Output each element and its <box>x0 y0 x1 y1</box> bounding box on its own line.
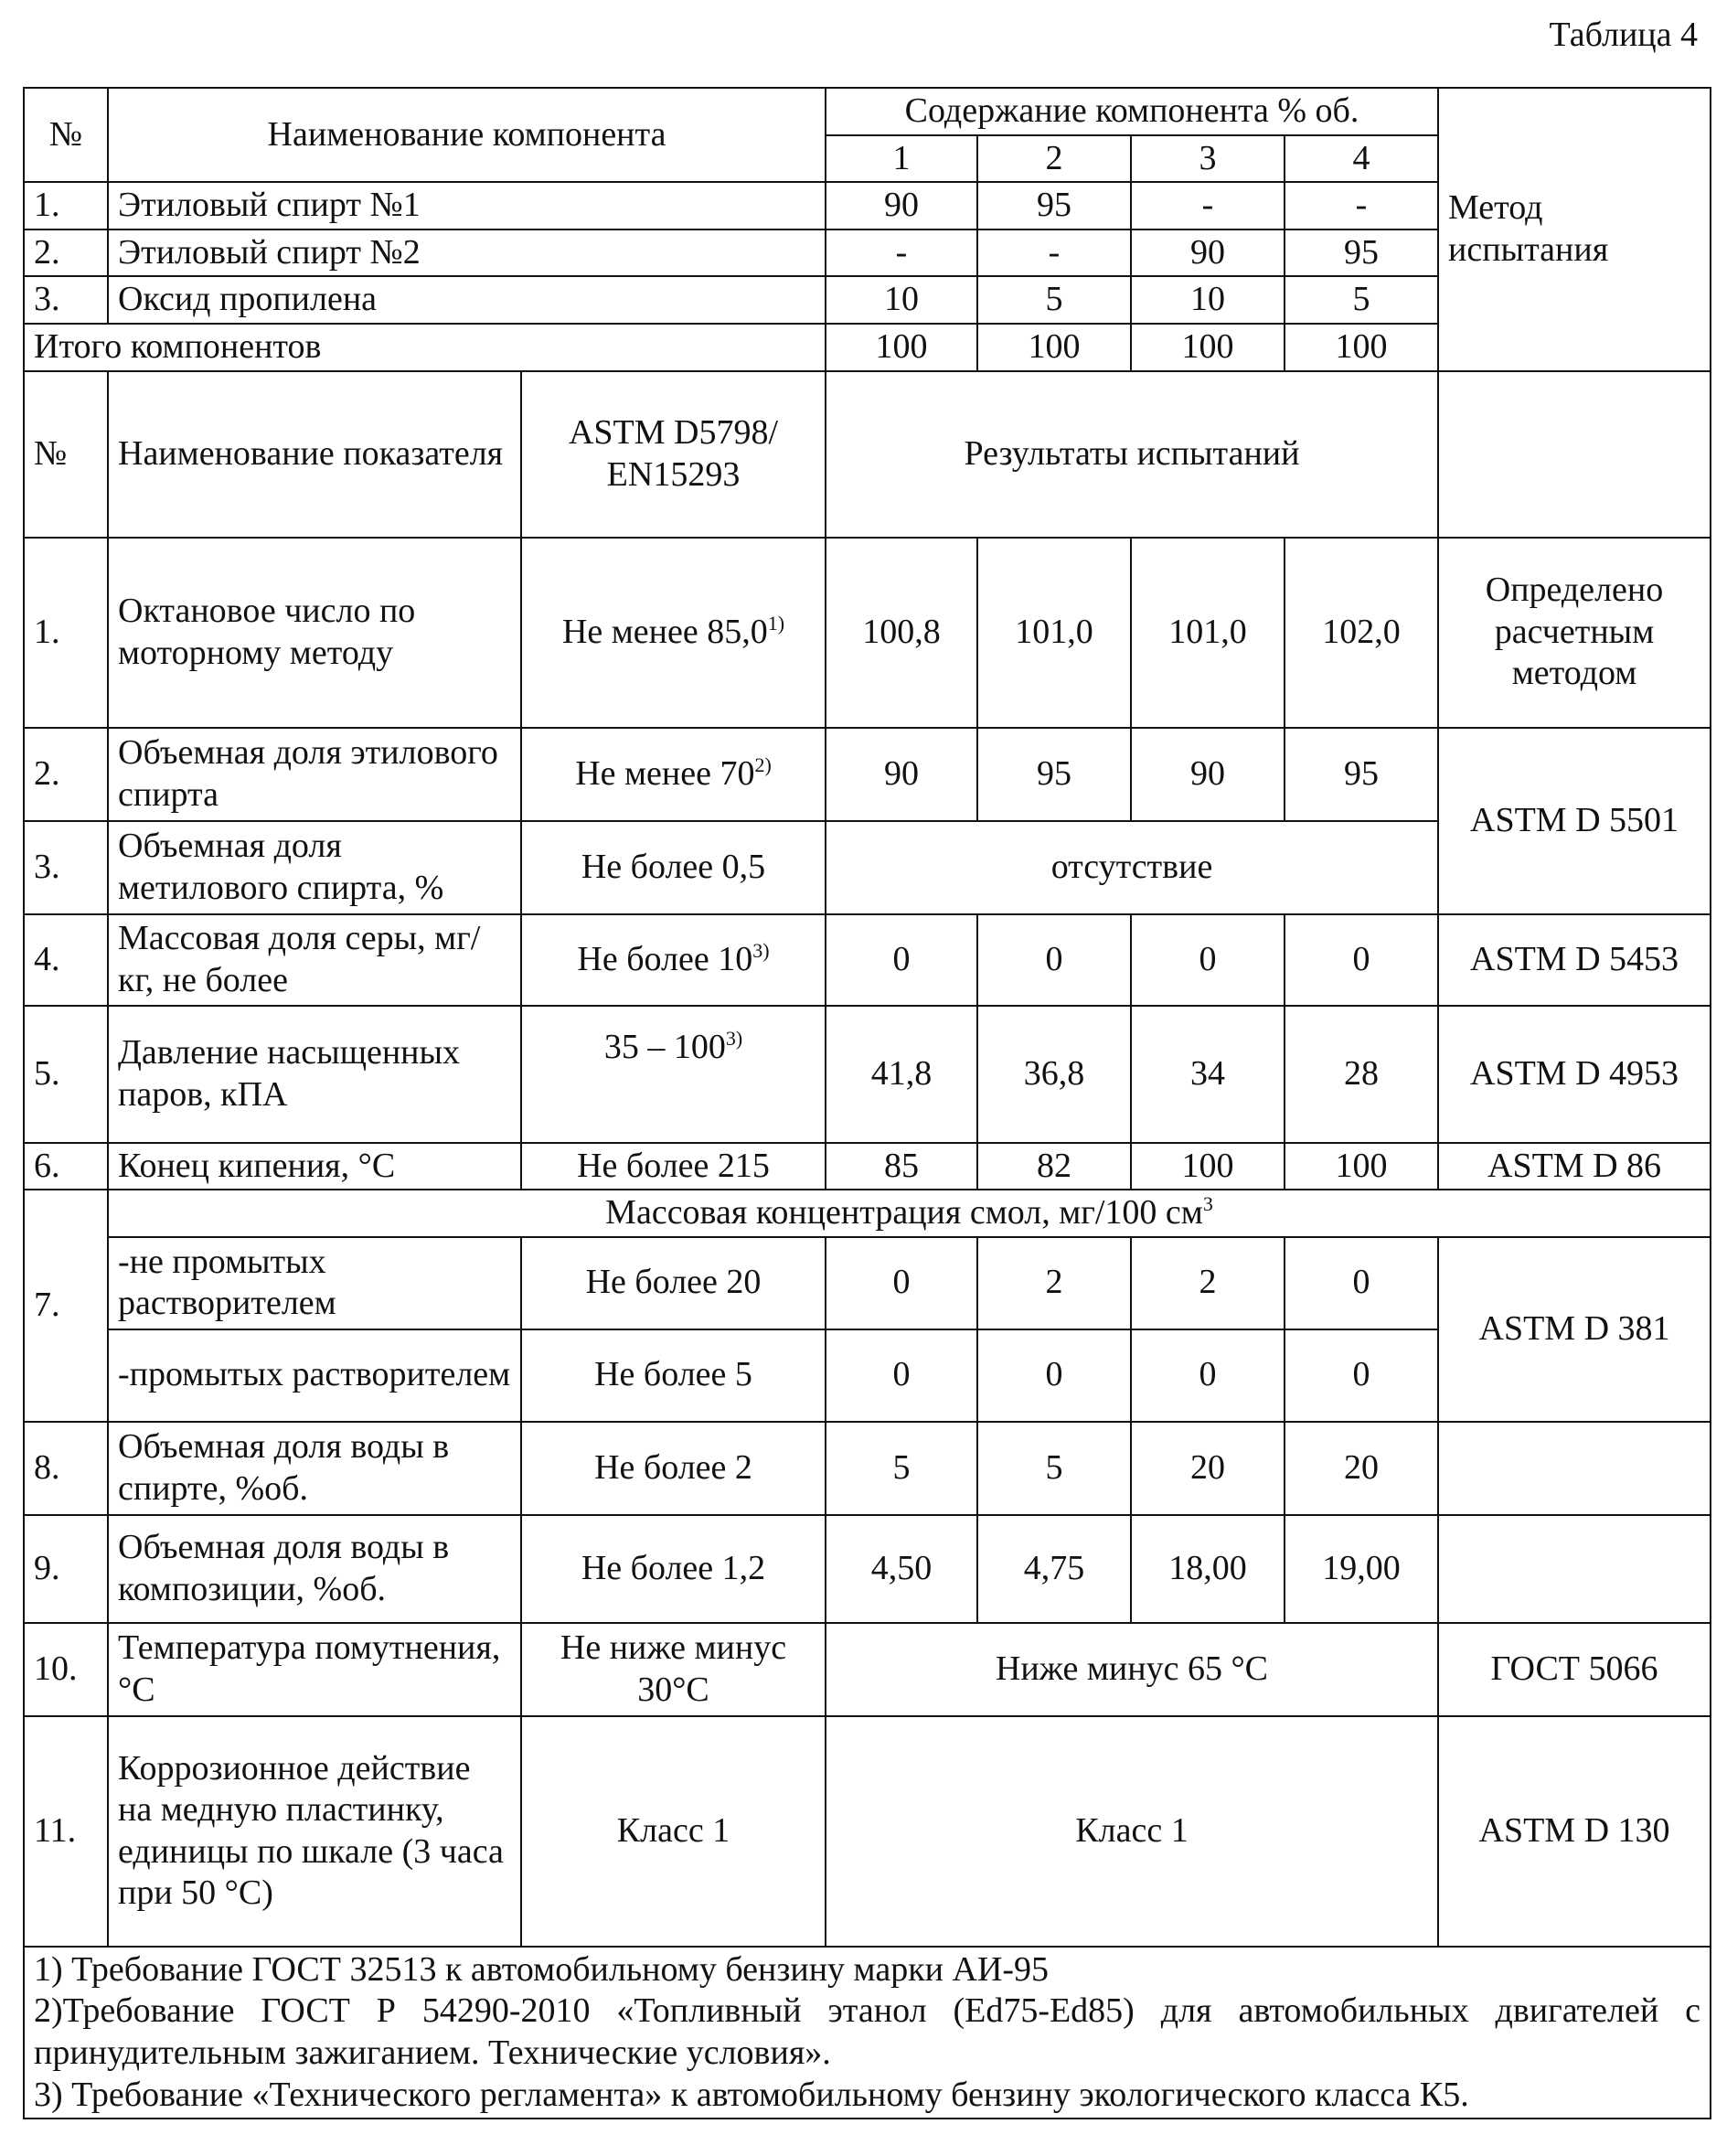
total-label: Итого компонентов <box>24 324 826 371</box>
results-row <box>24 1716 1711 1947</box>
row-no: 4. <box>24 914 108 1006</box>
value-cell: 5 <box>977 276 1131 324</box>
row-no: 5. <box>24 1006 108 1143</box>
indicator-name: Объемная доля метилового спирта, % <box>108 821 521 914</box>
standard-cell: Не менее 85,0$^{1)}$ <box>521 538 826 728</box>
method-cell: ASTM D 5453 <box>1438 914 1711 1006</box>
value-cell: 95 <box>977 182 1131 229</box>
results-row <box>24 1143 1711 1190</box>
row-no: 9. <box>24 1515 108 1623</box>
method-cell: Определено расчетным методом <box>1438 538 1711 728</box>
value-cell: 100 <box>1285 324 1438 371</box>
standard-cell: Не более 20 <box>521 1237 826 1329</box>
composition-col-4: 4 <box>1285 135 1438 183</box>
value-cell: 0 <box>977 914 1131 1006</box>
indicator-name: Массовая доля серы, мг/кг, не более <box>108 914 521 1006</box>
row-no: 11. <box>24 1716 108 1947</box>
results-row <box>24 538 1711 728</box>
component-name: Этиловый спирт №1 <box>108 182 826 229</box>
value-cell: 0 <box>1131 1329 1285 1422</box>
value-cell: 0 <box>826 1237 977 1329</box>
value-cell: 0 <box>1285 1329 1438 1422</box>
results-row <box>24 1422 1711 1515</box>
value-cell: 10 <box>826 276 977 324</box>
value-cell: 0 <box>1285 1237 1438 1329</box>
result-merged: Ниже минус 65 °С <box>826 1623 1438 1716</box>
value-cell: 85 <box>826 1143 977 1190</box>
standard-cell: Не более 5 <box>521 1329 826 1422</box>
footnote-ref: 2) <box>754 752 772 776</box>
row-no: 2. <box>24 229 108 277</box>
indicator-name: -не промытых растворителем <box>108 1237 521 1329</box>
component-name: Оксид пропилена <box>108 276 826 324</box>
composition-col-2: 2 <box>977 135 1131 183</box>
method-cell: ASTM D 130 <box>1438 1716 1711 1947</box>
header-no: № <box>24 88 108 182</box>
results-header-no: № <box>24 371 108 538</box>
row-no: 6. <box>24 1143 108 1190</box>
result-merged: отсутствие <box>826 821 1438 914</box>
composition-col-1: 1 <box>826 135 977 183</box>
method-cell: ASTM D 381 <box>1438 1237 1711 1422</box>
value-cell: 19,00 <box>1285 1515 1438 1623</box>
method-cell <box>1438 1515 1711 1623</box>
standard-cell: Класс 1 <box>521 1716 826 1947</box>
value-cell: 0 <box>826 1329 977 1422</box>
value-cell: 20 <box>1131 1422 1285 1515</box>
standard-cell: Не менее 70$^{2)}$ <box>521 728 826 821</box>
indicator-name: Коррозионное действие на медную пластинку, единицы по шкале (3 часа при 50 °С) <box>108 1716 521 1947</box>
component-name: Этиловый спирт №2 <box>108 229 826 277</box>
value-cell: 5 <box>977 1422 1131 1515</box>
indicator-name: Температура помутнения, °С <box>108 1623 521 1716</box>
standard-cell: Не более 0,5 <box>521 821 826 914</box>
row-no: 7. <box>24 1190 108 1422</box>
value-cell: - <box>977 229 1131 277</box>
value-cell: 0 <box>977 1329 1131 1422</box>
value-cell: 100 <box>1131 324 1285 371</box>
row-no: 3. <box>24 276 108 324</box>
results-row <box>24 1190 1711 1237</box>
footnote-ref: 3) <box>752 938 770 962</box>
value-cell: 5 <box>826 1422 977 1515</box>
value-cell: 0 <box>826 914 977 1006</box>
footnotes <box>24 1947 1711 2119</box>
row-no: 10. <box>24 1623 108 1716</box>
indicator-name: Объемная доля этилового спирта <box>108 728 521 821</box>
value-cell: 41,8 <box>826 1006 977 1143</box>
value-cell: 95 <box>977 728 1131 821</box>
value-cell: 0 <box>1285 914 1438 1006</box>
value-cell: 2 <box>1131 1237 1285 1329</box>
value-cell: 90 <box>1131 728 1285 821</box>
results-row <box>24 1006 1711 1143</box>
footnote-3: 3) Требование «Технического регламента» к автомобильному бензину экологического класса К5. <box>34 2075 1469 2114</box>
subgroup-header: Массовая концентрация смол, мг/100 $см^3$ <box>108 1190 1711 1237</box>
method-cell: ASTM D 86 <box>1438 1143 1711 1190</box>
table-caption: Таблица 4 <box>1549 16 1698 54</box>
value-cell: 28 <box>1285 1006 1438 1143</box>
header-component-name: Наименование компонента <box>108 88 826 182</box>
value-cell: - <box>826 229 977 277</box>
value-cell: 20 <box>1285 1422 1438 1515</box>
value-cell: 4,75 <box>977 1515 1131 1623</box>
value-cell: 95 <box>1285 728 1438 821</box>
method-cell: ASTM D 5501 <box>1438 728 1711 914</box>
results-row <box>24 1515 1711 1623</box>
footnote-ref: 3) <box>725 1026 743 1050</box>
composition-col-3: 3 <box>1131 135 1285 183</box>
value-cell: 5 <box>1285 276 1438 324</box>
superscript: 3 <box>1202 1192 1213 1216</box>
value-cell: 100 <box>1285 1143 1438 1190</box>
footnote-2: 2)Требование ГОСТ Р 54290-2010 «Топливный этанол (Ed75-Ed85) для автомобильных двигателей с принудительным зажиганием. Технические условия». <box>34 1991 1701 2072</box>
indicator-name: Конец кипения, °С <box>108 1143 521 1190</box>
value-cell: 100 <box>977 324 1131 371</box>
standard-cell: Не ниже минус 30°С <box>521 1623 826 1716</box>
result-merged: Класс 1 <box>826 1716 1438 1947</box>
standard-cell: Не более 10$^{3)}$ <box>521 914 826 1006</box>
indicator-name: Давление насыщенных паров, кПА <box>108 1006 521 1143</box>
indicator-name: Объемная доля воды в композиции, %об. <box>108 1515 521 1623</box>
value-cell: 90 <box>1131 229 1285 277</box>
row-no: 8. <box>24 1422 108 1515</box>
value-cell: - <box>1131 182 1285 229</box>
footnote-ref: 1) <box>767 611 785 635</box>
value-cell: 18,00 <box>1131 1515 1285 1623</box>
indicator-name: Объемная доля воды в спирте, %об. <box>108 1422 521 1515</box>
standard-cell: Не более 2 <box>521 1422 826 1515</box>
standard-cell: 35 – 100$^{3)}$ <box>521 1006 826 1143</box>
method-cell: ASTM D 4953 <box>1438 1006 1711 1143</box>
value-cell: 82 <box>977 1143 1131 1190</box>
value-cell: 102,0 <box>1285 538 1438 728</box>
value-cell: 95 <box>1285 229 1438 277</box>
method-cell: ГОСТ 5066 <box>1438 1623 1711 1716</box>
results-row <box>24 914 1711 1006</box>
value-cell: 90 <box>826 182 977 229</box>
results-header-method <box>1438 371 1711 538</box>
value-cell: 10 <box>1131 276 1285 324</box>
value-cell: 100,8 <box>826 538 977 728</box>
value-cell: - <box>1285 182 1438 229</box>
header-test-method: Метод испытания <box>1438 88 1711 371</box>
results-row <box>24 728 1711 821</box>
results-header-standard: ASTM D5798/ EN15293 <box>521 371 826 538</box>
results-header-name: Наименование показателя <box>108 371 521 538</box>
row-no: 1. <box>24 182 108 229</box>
data-table <box>23 87 1711 2119</box>
value-cell: 4,50 <box>826 1515 977 1623</box>
value-cell: 101,0 <box>1131 538 1285 728</box>
value-cell: 100 <box>1131 1143 1285 1190</box>
standard-cell: Не более 1,2 <box>521 1515 826 1623</box>
value-cell: 36,8 <box>977 1006 1131 1143</box>
method-cell <box>1438 1422 1711 1515</box>
results-subrow <box>24 1237 1711 1329</box>
value-cell: 90 <box>826 728 977 821</box>
row-no: 1. <box>24 538 108 728</box>
value-cell: 34 <box>1131 1006 1285 1143</box>
row-no: 3. <box>24 821 108 914</box>
value-cell: 0 <box>1131 914 1285 1006</box>
footnote-1: 1) Требование ГОСТ 32513 к автомобильному бензину марки АИ-95 <box>34 1949 1050 1989</box>
row-no: 2. <box>24 728 108 821</box>
indicator-name: -промытых растворителем <box>108 1329 521 1422</box>
indicator-name: Октановое число по моторному методу <box>108 538 521 728</box>
header-content: Содержание компонента % об. <box>826 88 1438 135</box>
value-cell: 100 <box>826 324 977 371</box>
value-cell: 101,0 <box>977 538 1131 728</box>
results-header-results: Результаты испытаний <box>826 371 1438 538</box>
standard-cell: Не более 215 <box>521 1143 826 1190</box>
value-cell: 2 <box>977 1237 1131 1329</box>
results-row <box>24 1623 1711 1716</box>
